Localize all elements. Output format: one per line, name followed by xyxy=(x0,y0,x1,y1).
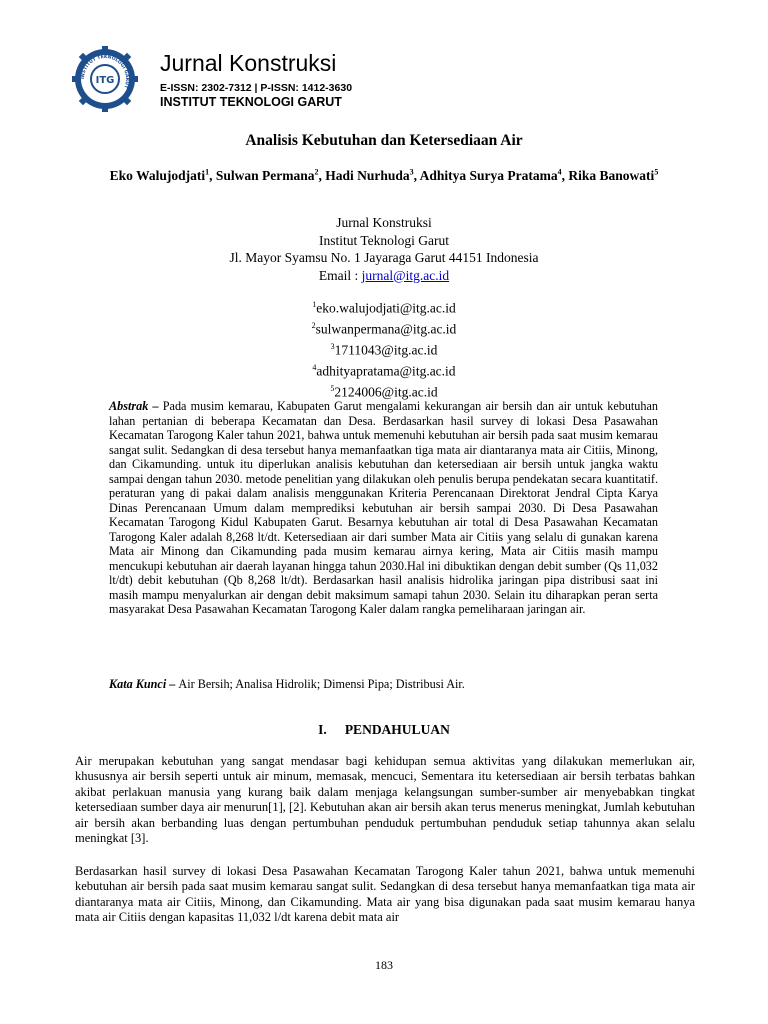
author-email: $^4$adhityapratama@itg.ac.id xyxy=(312,363,456,379)
author: Sulwan Permana$^2$, xyxy=(215,167,326,183)
abstract-label: Abstrak – xyxy=(109,399,163,413)
section-heading xyxy=(0,722,768,738)
author: Adhitya Surya Pratama$^4$, xyxy=(419,167,569,183)
itg-logo xyxy=(72,46,138,112)
abstract-text: Pada musim kemarau, Kabupaten Garut mengalami kekurangan air bersih dan air untuk kebutuhan lahan pertanian di beberapa Kecamatan dan Desa. Berdasarkan hasil survey di lokasi Desa Pasawahan Kecamatan Tarogong Kaler tahun 2021, bahwa untuk memenuhi kebutuhan air bersih pada saat musim kemarau sangat sulit. Sedangkan di desa tersebut hanya memanfaatkan tiga mata air diantaranya mata air Citiis, Minong, dan Cikamunding. untuk itu diperlukan analisis kebutuhan dan ketersediaan air bersih untuk jangka waktu sampai dengan tahun 2030. metode penelitian yang dilakukan oleh penulis berupa pendekatan secara kuantitatif. peraturan yang di pakai dalam analisis menggunakan Kriteria Perencanaan Direktorat Jendral Cipta Karya Dinas Perencanaan Umum dalam memprediksi kebutuhan air bersih sampai 2030. Di Desa Pasawahan Kecamatan Tarogong Kidul Kabupaten Garut. Besarnya kebutuhan air total di Desa Pasawahan Kecamatan Tarogong Kaler adalah 8,268 lt/dt. Ketersediaan air dari sumber Mata air Citiis yang selalu di gunakan karena Mata air Minong dan Cikamunding pada musim kemarau airnya kering, Mata air Citiis masih mampu mencukupi kebutuhan air daerah layanan hingga tahun 2030.Hal ini dibuktikan dengan debit sumber (Qs 11,032 lt/dt) debit kebutuhan (Qb 8,268 lt/dt). Berdasarkan hasil analisis hidrolika jaringan pipa distribusi saat ini masih mampu menyalurkan air dengan debit maksimum samapi tahun 2030. Selain itu diharapkan peran serta masyarakat Desa Pasawahan Kecamatan Tarogong Kaler dalam rangka pemeliharaan jaringan air. xyxy=(109,399,658,616)
affiliation-email-line: Email : jurnal@itg.ac.id xyxy=(318,267,450,283)
author-email: $^2$sulwanpermana@itg.ac.id xyxy=(311,321,457,337)
affiliation-address: Jl. Mayor Syamsu No. 1 Jayaraga Garut 44151 Indonesia xyxy=(229,250,539,265)
affiliation-block xyxy=(0,214,768,284)
keywords xyxy=(109,677,658,692)
author-emails xyxy=(0,296,768,401)
author-email: $^1$eko.walujodjati@itg.ac.id xyxy=(312,300,456,316)
keywords-text: Air Bersih; Analisa Hidrolik; Dimensi Pipa; Distribusi Air. xyxy=(178,677,465,691)
keywords-label: Kata Kunci – xyxy=(109,677,179,691)
author: Rika Banowati$^5$ xyxy=(568,167,659,183)
affiliation-journal: Jurnal Konstruksi xyxy=(336,215,432,230)
author-list xyxy=(100,163,668,185)
logo-ring-text: INSTITUT TEKNOLOGI GARUT xyxy=(80,54,130,89)
author: Hadi Nurhuda$^3$, xyxy=(325,167,420,183)
author: Eko Walujodjati$^1$, xyxy=(109,167,216,183)
affiliation-institution: Institut Teknologi Garut xyxy=(318,232,450,248)
author-email: $^3$1711043@itg.ac.id xyxy=(330,342,438,358)
author-email: $^5$2124006@itg.ac.id xyxy=(330,384,438,400)
section-title: PENDAHULUAN xyxy=(344,722,450,737)
journal-email-link[interactable]: jurnal@itg.ac.id xyxy=(361,267,450,283)
abstract xyxy=(109,399,658,617)
section-number: I. xyxy=(318,722,327,737)
body-paragraph: Berdasarkan hasil survey di lokasi Desa Pasawahan Kecamatan Tarogong Kaler tahun 2021, bahwa untuk memenuhi kebutuhan air bersih pada saat musim kemarau sangat sulit. Sedangkan di desa tersebut hanya memanfaatkan tiga mata air diantaranya mata air Citiis, Minong, dan Cikamunding. Mata air yang bisa digunakan pada saat musim kemarau hanya mata air Citiis dengan kapasitas 11,032 l/dt karena debit mata air xyxy=(75,864,695,925)
journal-issn: E-ISSN: 2302-7312 | P-ISSN: 1412-3630 xyxy=(160,82,353,94)
paper-title: Analisis Kebutuhan dan Ketersediaan Air xyxy=(245,132,523,149)
page-number: 183 xyxy=(375,958,393,972)
logo-text: ITG xyxy=(95,75,115,86)
journal-institution: INSTITUT TEKNOLOGI GARUT xyxy=(160,95,342,109)
journal-name: Jurnal Konstruksi xyxy=(160,50,337,76)
body-paragraph: Air merupakan kebutuhan yang sangat mendasar bagi kehidupan semua aktivitas yang dilakukan memerlukan air, khususnya air bersih seperti untuk air minum, memasak, mencuci, Sementara itu ketersediaan air bersih terbatas bahkan akibat perlakuan manusia yang kurang baik dalam menjaga kelangsungan sumber-sumber air menyebabkan tingkat ketersediaan sumber daya air menurun[1], [2]. Kebutuhan akan air bersih akan terus menerus meningkat, Jumlah kebutuhan air bersih akan berbanding luas dengan pertumbuhan penduduk pertumbuhan penduduk setiap tahunnya akan selalu meningkat [3]. xyxy=(75,754,695,846)
journal-header xyxy=(72,44,392,116)
